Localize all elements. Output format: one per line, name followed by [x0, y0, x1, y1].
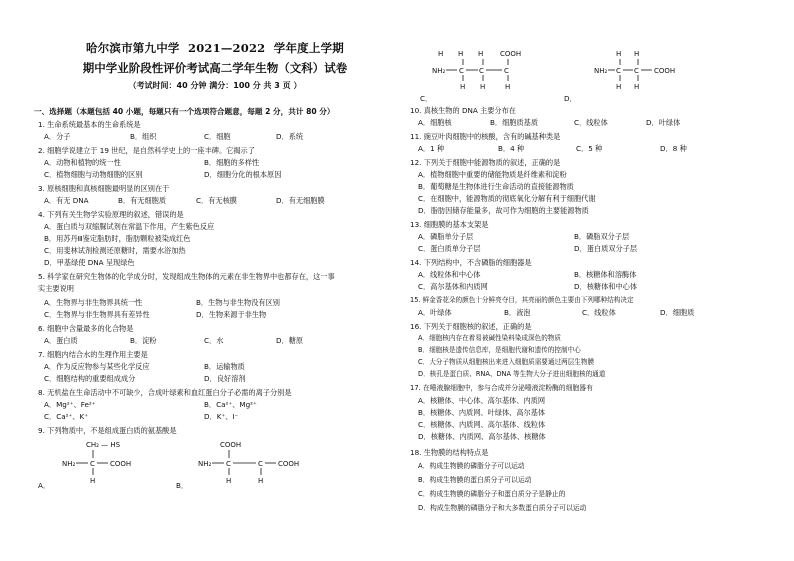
option: A．Mg²⁺、Fe²⁺	[44, 400, 96, 409]
school-years: 2021—2022	[188, 41, 266, 55]
option: B．液泡	[504, 308, 531, 317]
option: A．构成生物膜的磷脂分子可以运动	[418, 462, 525, 470]
option: A．动物和植物的统一性	[44, 158, 121, 167]
option: D．良好溶剂	[204, 374, 246, 383]
question-stem: 10. 真核生物的 DNA 主要分布在	[410, 106, 516, 115]
option: C．蛋白质单分子层	[418, 244, 481, 253]
mol-c-carbon-2: C	[479, 67, 484, 75]
option-label-c: C．	[420, 94, 433, 103]
mol-a-amino: NH₂	[62, 460, 76, 468]
option: C．植物细胞与动物细胞的区别	[44, 170, 143, 179]
option: D．有无细胞膜	[276, 196, 325, 205]
option: D．核孔是蛋白质、RNA、DNA 等生物大分子进出细胞核的通道	[418, 370, 606, 378]
exam-info: （考试时间：40 分钟 满分：100 分 共 3 页 ）	[128, 81, 302, 90]
mol-d-h-2: H	[634, 50, 640, 58]
question-stem: 9. 下列物质中，不是组成蛋白质的氨基酸是	[38, 426, 177, 435]
mol-c-amino: NH₂	[432, 67, 446, 75]
mol-c-top: COOH	[500, 50, 522, 58]
option: B．运输物质	[204, 362, 245, 371]
option: A．分子	[44, 132, 71, 141]
option-label-d: D．	[564, 94, 577, 103]
question-stem: 2. 细胞学说建立于 19 世纪，是自然科学史上的一座丰碑。它揭示了	[38, 146, 255, 155]
mol-c-carbon-1: C	[459, 67, 464, 75]
mol-c-h-4: H	[460, 83, 466, 91]
option: D．8 种	[660, 144, 687, 153]
option: D．生物来源于非生物	[196, 310, 267, 319]
mol-b-carbon-2: C	[258, 460, 263, 468]
option-label-a: A．	[38, 481, 51, 490]
mol-b-hydrogen-2: H	[258, 477, 264, 485]
option: B．核糖体、内质网、叶绿体、高尔基体	[418, 408, 546, 417]
option: B．细胞核是遗传信息库，是细胞代谢和遗传的控制中心	[418, 346, 581, 354]
mol-c-h-3: H	[478, 50, 484, 58]
option: A．细胞核	[418, 118, 452, 127]
option: B．构成生物膜的蛋白质分子可以运动	[418, 476, 532, 484]
option: D．核糖体和中心体	[574, 282, 638, 291]
mol-c-h-5: H	[480, 83, 486, 91]
option: C．Ca²⁺、K⁺	[44, 412, 88, 421]
question-stem: 11. 豌豆叶肉细胞中的核酸，含有的碱基种类是	[410, 132, 561, 141]
mol-d-carboxyl: COOH	[654, 67, 676, 75]
option: B．葡萄糖是生物体进行生命活动的直接能源物质	[418, 182, 574, 191]
option: B．有无细胞质	[118, 196, 167, 205]
option-label-b: B．	[176, 481, 189, 490]
option: A．1 种	[418, 144, 445, 153]
molecule-d	[594, 48, 704, 92]
option: D．细胞质	[660, 308, 695, 317]
option: D．细胞分化的根本原因	[204, 170, 282, 179]
option: A．作为反应物参与某些化学反应	[44, 362, 150, 371]
option: B．生物与非生物没有区别	[196, 298, 280, 307]
question-stem: 18. 生物膜的结构特点是	[410, 448, 489, 457]
option: C．用斐林试剂检测还原糖时，需要水浴加热	[44, 246, 186, 255]
school-term: 学年度上学期	[273, 41, 344, 55]
mol-d-h-4: H	[634, 83, 640, 91]
question-stem: 8. 无机盐在生命活动中不可缺少，合成叶绿素和血红蛋白分子必需的离子分别是	[38, 388, 292, 397]
option: D．构成生物膜的磷脂分子和大多数蛋白质分子可以运动	[418, 504, 587, 512]
mol-b-amino: NH₂	[198, 460, 212, 468]
option: C．线粒体	[582, 308, 616, 317]
option: A．核糖体、中心体、高尔基体、内质网	[418, 396, 546, 405]
mol-d-h-1: H	[616, 50, 622, 58]
mol-b-top: COOH	[220, 441, 242, 449]
mol-c-carbon-3: C	[504, 67, 509, 75]
option: C．有无核膜	[196, 196, 237, 205]
molecule-a	[60, 438, 170, 488]
question-stem: 15. 鲜金香花朵的颜色十分鲜亮夺目，其亮丽的颜色主要由下列哪种结构决定	[410, 296, 634, 304]
question-stem: 13. 细胞膜的基本支架是	[410, 220, 489, 229]
option: B．细胞的多样性	[204, 158, 260, 167]
mol-d-amino: NH₂	[594, 67, 608, 75]
mol-a-carbon: C	[90, 460, 95, 468]
option: B．核糖体和溶酶体	[574, 270, 637, 279]
option: D．甲基绿使 DNA 呈现绿色	[44, 258, 135, 267]
option: C．在细胞中，能源物质的彻底氧化分解有利于细胞代谢	[418, 194, 596, 203]
option: D．糖原	[276, 336, 304, 345]
option: B．组织	[130, 132, 157, 141]
question-stem: 6. 细胞中含量最多的化合物是	[38, 324, 134, 333]
option: A．蛋白质与双缩脲试剂在常温下作用，产生紫色反应	[44, 222, 215, 231]
question-stem: 12. 下列关于细胞中能源物质的叙述，正确的是	[410, 158, 561, 167]
option: C．细胞结构的重要组成成分	[44, 374, 136, 383]
option: A．植物细胞中重要的储能物质是纤维素和淀粉	[418, 170, 567, 179]
option: B．细胞质基质	[490, 118, 539, 127]
option: C．细胞	[204, 132, 231, 141]
option: A．线粒体和中心体	[418, 270, 481, 279]
section-heading: 一、选择题（本题包括 40 小题，每题只有一个选项符合题意，每题 2 分，共计 80 分）	[34, 107, 335, 116]
option: D．叶绿体	[646, 118, 681, 127]
molecule-c	[432, 48, 542, 92]
option: D．脂肪因储存能量多，故可作为细胞的主要能源物质	[418, 206, 589, 215]
option: C．生物界与非生物界具有差异性	[44, 310, 150, 319]
question-stem: 17. 在唾液腺细胞中，参与合成并分泌唾液淀粉酶的细胞器有	[410, 384, 593, 392]
question-stem: 1. 生命系统最基本的生命系统是	[38, 120, 141, 129]
mol-b-hydrogen-1: H	[226, 477, 232, 485]
option: A．磷脂单分子层	[418, 232, 474, 241]
mol-c-h-6: H	[505, 83, 511, 91]
option: C．高尔基体和内质网	[418, 282, 488, 291]
option: A．细胞核内存在着易被碱性染料染成深色的物质	[418, 334, 561, 342]
exam-school-title	[40, 40, 390, 56]
question-stem: 4. 下列有关生物学实验原理的叙述，错误的是	[38, 210, 184, 219]
question-stem: 14. 下列结构中，不含磷脂的细胞器是	[410, 258, 532, 267]
option: C．大分子物质从细胞核出来进入细胞质需要通过两层生物膜	[418, 358, 595, 366]
option: B．淀粉	[130, 336, 157, 345]
mol-b-carboxyl: COOH	[278, 460, 300, 468]
option: A．有无 DNA	[44, 196, 89, 205]
question-stem: 3. 原核细胞和真核细胞最明显的区别在于	[38, 184, 170, 193]
option: D．核糖体、内质网、高尔基体、核糖体	[418, 432, 546, 441]
mol-d-carbon-2: C	[634, 67, 639, 75]
option: B．Ca²⁺、Mg²⁺	[204, 400, 257, 409]
mol-d-carbon-1: C	[616, 67, 621, 75]
option: A．叶绿体	[418, 308, 452, 317]
mol-a-r-group: CH₂ — HS	[86, 441, 121, 449]
question-stem: 5. 科学家在研究生物体的化学成分时，发现组成生物体的元素在非生物界中也都存在，这一事	[38, 272, 335, 281]
mol-a-hydrogen: H	[90, 477, 96, 485]
question-stem: 16. 下列关于细胞核的叙述，正确的是	[410, 322, 532, 331]
molecule-b	[196, 438, 306, 488]
option: D．系统	[276, 132, 304, 141]
option: A．生物界与非生物界具统一性	[44, 298, 143, 307]
question-stem-cont: 实主要说明	[38, 284, 74, 293]
mol-d-h-3: H	[616, 83, 622, 91]
question-stem: 7. 细胞内结合水的生理作用主要是	[38, 350, 148, 359]
mol-c-h-2: H	[458, 50, 464, 58]
option: C．水	[204, 336, 224, 345]
mol-a-carboxyl: COOH	[110, 460, 132, 468]
option: C．线粒体	[574, 118, 608, 127]
option: C．5 种	[576, 144, 603, 153]
option: B．磷脂双分子层	[574, 232, 630, 241]
option: A．蛋白质	[44, 336, 78, 345]
school-name: 哈尔滨市第九中学	[86, 41, 180, 55]
mol-c-h-1: H	[438, 50, 444, 58]
option: D．蛋白质双分子层	[574, 244, 638, 253]
option: C．核糖体、内质网、高尔基体、线粒体	[418, 420, 546, 429]
option: D．K⁺、I⁻	[204, 412, 239, 421]
option: B．用苏丹Ⅲ鉴定脂肪时，脂肪颗粒被染成红色	[44, 234, 191, 243]
mol-b-carbon-1: C	[226, 460, 231, 468]
option: C．构成生物膜的磷脂分子和蛋白质分子是静止的	[418, 490, 566, 498]
exam-title: 期中学业阶段性评价考试高二学年生物（文科）试卷	[82, 61, 348, 75]
option: B．4 种	[498, 144, 525, 153]
